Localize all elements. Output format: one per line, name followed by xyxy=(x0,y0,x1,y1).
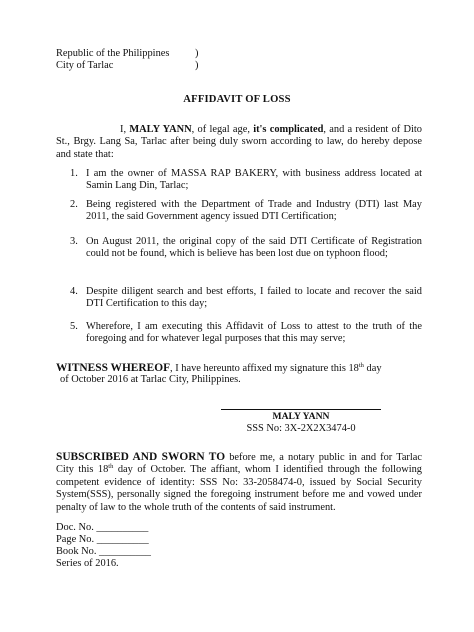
item-number: 3. xyxy=(70,236,78,247)
list-item xyxy=(70,199,422,224)
item-number: 2. xyxy=(70,199,78,210)
witness-text: , I have hereunto affixed my signature this 18 xyxy=(170,363,359,374)
item-number: 4. xyxy=(70,286,78,297)
witness-text-b: day xyxy=(363,363,382,374)
list-item xyxy=(70,236,422,261)
jurat-lead: SUBSCRIBED AND SWORN TO xyxy=(56,451,226,463)
document-title: AFFIDAVIT OF LOSS xyxy=(183,94,291,105)
jurat-text-1: before me, a notary public in and for Tarlac City this 18 xyxy=(56,452,422,476)
witness-lead: WITNESS WHEREOF xyxy=(56,362,171,374)
item-number: 5. xyxy=(70,321,78,332)
list-item xyxy=(70,168,422,193)
jurat-sup: th xyxy=(108,463,114,471)
intro-mid: , of legal age, xyxy=(191,124,254,135)
item-text: Wherefore, I am executing this Affidavit of Loss to attest to the truth of the foregoing and for whatever legal purposes that this may serve; xyxy=(86,321,422,345)
jurat-text-2: day of October. The affiant, whom I identified through the following competent evidence of identity: SSS No: 33-2058474-0, issued by Social Security System(SSS), personally signed the foregoing instrument before me and vowed under penalty of law to the whole truth of the contents of said instrument. xyxy=(56,464,423,513)
affiant-name: MALY YANN xyxy=(129,124,192,135)
item-text: Being registered with the Department of Trade and Industry (DTI) last May 2011, the said Government agency issued DTI Certification; xyxy=(86,199,422,223)
witness-sup: th xyxy=(358,362,364,369)
intro-post: , and a resident of Dito St., Brgy. Lang Sa, Tarlac after being duly sworn according to law, do hereby depose and state that: xyxy=(56,124,422,160)
caption-paren-2: ) xyxy=(195,60,199,71)
intro-paragraph xyxy=(56,124,422,161)
signatory-name: MALY YANN xyxy=(272,411,330,422)
signature-line xyxy=(221,409,381,410)
item-text: Despite diligent search and best efforts, I failed to locate and recover the said DTI Certification to this day; xyxy=(86,286,422,310)
list-item xyxy=(70,321,422,346)
caption-city: City of Tarlac xyxy=(56,60,114,71)
signatory-sss: SSS No: 3X-2X2X3474-0 xyxy=(246,423,356,434)
item-text: I am the owner of MASSA RAP BAKERY, with business address located at Samin Lang Din, Tarlac; xyxy=(86,168,422,192)
caption-paren-1: ) xyxy=(195,48,199,59)
intro-pre: I, xyxy=(120,124,130,135)
list-item xyxy=(70,286,422,311)
doc-no: Doc. No. __________ xyxy=(56,522,149,533)
book-no: Book No. __________ xyxy=(56,546,151,557)
caption-republic: Republic of the Philippines xyxy=(56,48,170,59)
item-number: 1. xyxy=(70,168,78,179)
item-text: On August 2011, the original copy of the said DTI Certificate of Registration could not be found, which is believe has been lost due on typhoon flood; xyxy=(86,236,422,260)
witness-line-2: of October 2016 at Tarlac City, Philippines. xyxy=(60,374,241,385)
civil-status: it's complicated xyxy=(253,124,324,135)
series: Series of 2016. xyxy=(56,558,119,569)
page-no: Page No. __________ xyxy=(56,534,149,545)
jurat-paragraph xyxy=(56,451,422,514)
